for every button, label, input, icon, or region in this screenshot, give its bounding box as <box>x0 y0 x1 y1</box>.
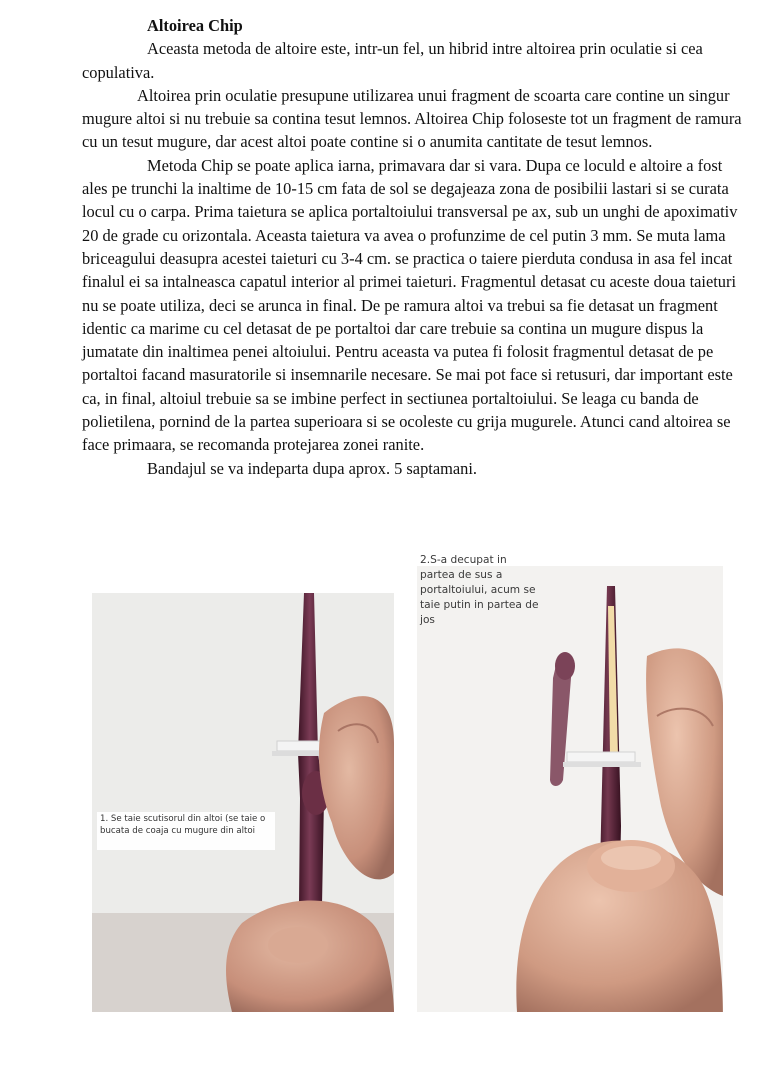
paragraph-oculatie: Altoirea prin oculatie presupune utilizarea unui fragment de scoarta care contine un singur mugure altoi si nu trebuie sa contina tesut lemnos. Altoirea Chip foloseste tot un fragment de ramura cu un tesut mugure, dar acest altoi poate contine si o anumita cantitate de tesut lemnos. <box>82 85 742 152</box>
paragraph-bandage: Bandajul se va indeparta dupa aprox. 5 saptamani. <box>147 458 477 478</box>
paragraph-intro: Aceasta metoda de altoire este, intr-un fel, un hibrid intre altoirea prin oculatie si cea copulativa. <box>82 39 703 82</box>
photo-left-illustration <box>92 593 394 1012</box>
paragraph-method: Metoda Chip se poate aplica iarna, primavara dar si vara. Dupa ce loculd e altoire a fost ales pe trunchi la inaltime de 10-15 cm fata de sol se degajeaza zona de posibilii lastari si se curata locul cu o carpa. Prima taietura se aplica portaltoiului transversal pe ax, sub un unghi de apoximativ 20 de grade cu orizontala. Aceasta taietura va avea o profunzime de cel putin 3 mm. Se muta lama briceagului deasupra acestei taieturi cu 3-4 cm. se practica o taiere pierduta condusa in asa fel incat finalul ei sa intalneasca capatul interior al primei taieturi. Fragmentul detasat cu aceste doua taieturi nu se poate utiliza, deci se arunca in final. De pe ramura altoi va trebui sa fie detasat un fragment identic ca marime cu cel detasat de pe portaltoi dar care trebuie sa contina un mugure dispus la jumatate din inaltimea penei altoiului. Pentru aceasta va putea fi folosit fragmentul detasat de pe portaltoi facand masuratorile si insemnarile necesare. Se mai pot face si retusuri, dar important este ca, in final, altoiul trebuie sa se imbine perfect in sectiunea portaltoiului. Se leaga cu banda de polietilena, pornind de la partea superioara si se ocoleste cu grija mugurele. Atunci cand altoirea se face primaara, se recomanda protejarea zonei ranite. <box>82 155 738 455</box>
photo-left-caption: 1. Se taie scutisorul din altoi (se taie o bucata de coaja cu mugure din altoi <box>97 812 275 850</box>
photo-right-illustration <box>417 566 723 1012</box>
grafting-photo-left <box>92 593 394 1012</box>
grafting-photo-right <box>417 566 723 1012</box>
document-body <box>82 14 750 480</box>
photo-right-caption: 2.S-a decupat in partea de sus a portaltoiului, acum se taie putin in partea de jos <box>420 554 539 626</box>
document-title: Altoirea Chip <box>147 16 243 35</box>
